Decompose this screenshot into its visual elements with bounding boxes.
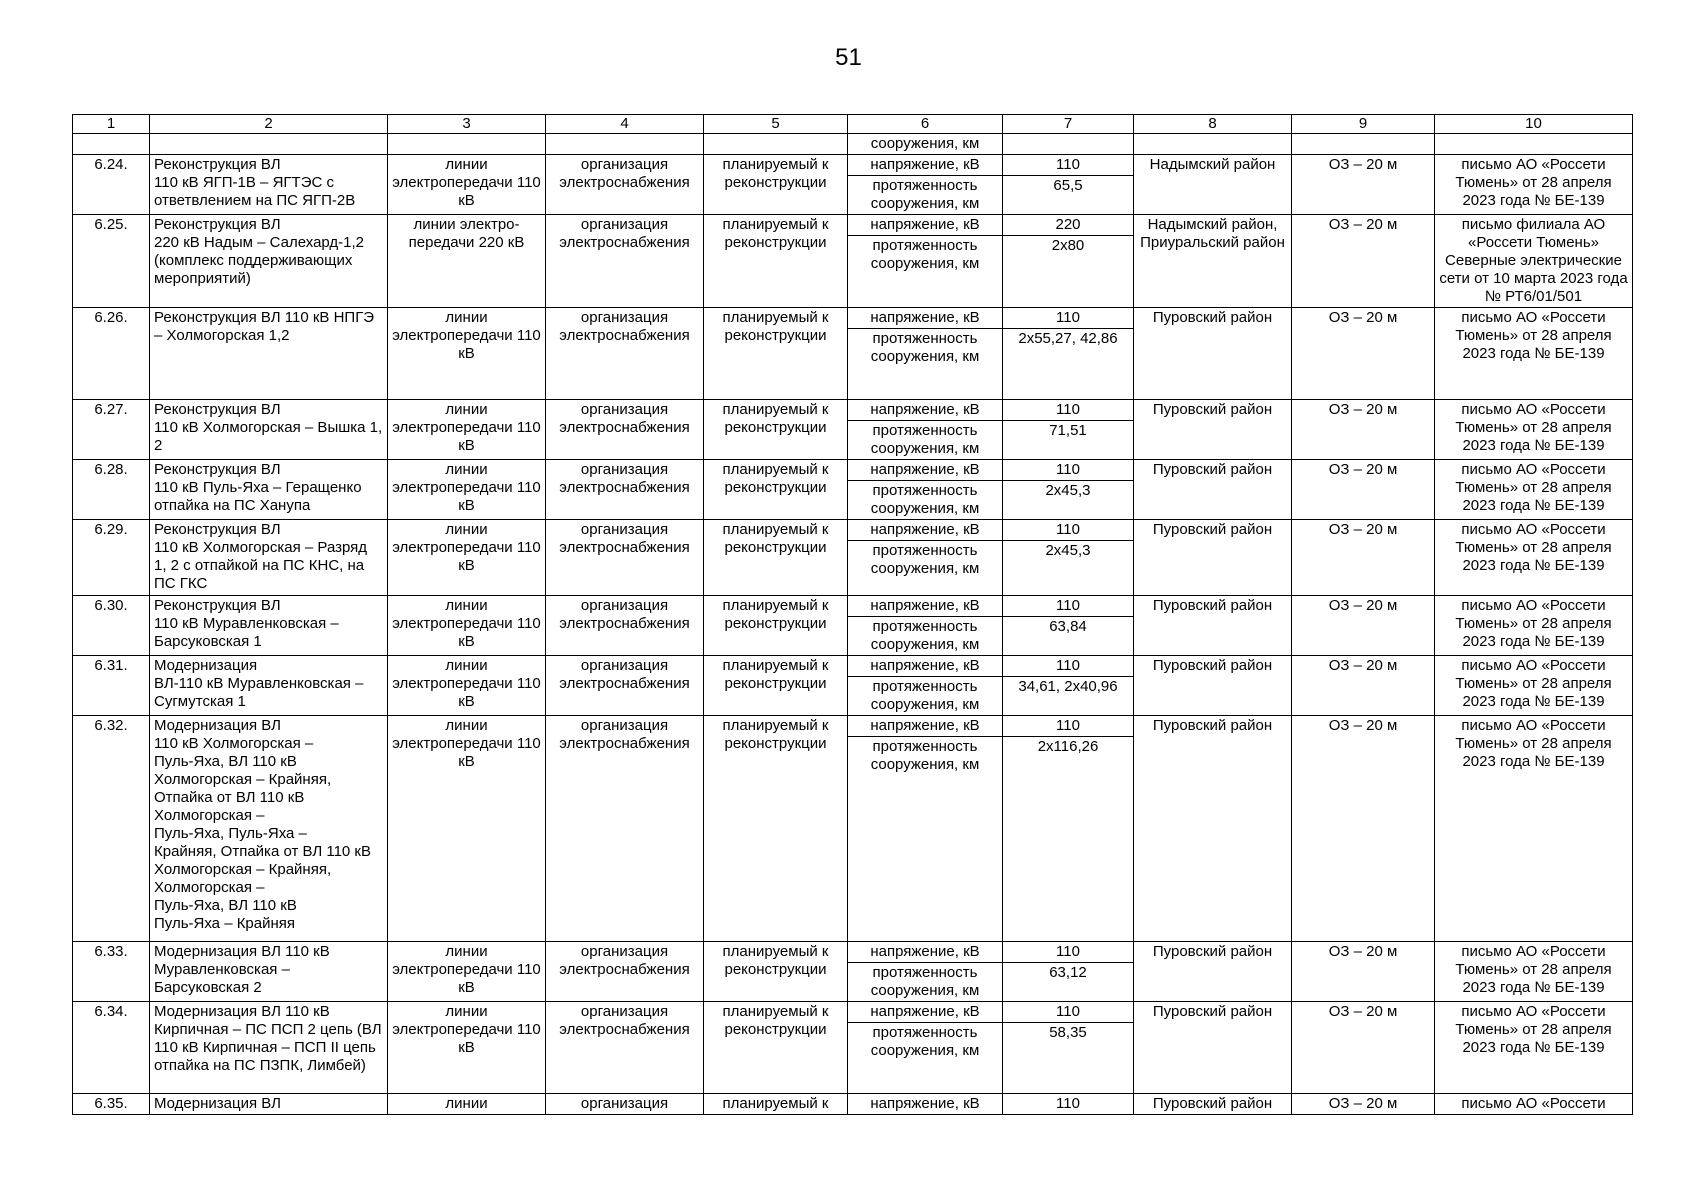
object-type: линии электропередачи 110 кВ [388,308,546,400]
param-voltage-label: напряжение, кВ [848,596,1002,617]
param-voltage-label: напряжение, кВ [848,1002,1002,1023]
continuation-row [73,134,1633,155]
param-length-label: протяженность сооружения, км [870,422,980,457]
object-type: линии электропередачи 110 кВ [388,942,546,1002]
object-purpose: организация электроснабжения [546,400,704,460]
object-name: Модернизация ВЛ [150,1094,388,1115]
param-name-cell [848,942,1003,1002]
protection-zone: ОЗ – 20 м [1292,520,1435,596]
object-purpose: организация электроснабжения [546,656,704,716]
object-name: Реконструкция ВЛ 110 кВ Холмогорская – Разряд 1, 2 с отпайкой на ПС КНС, на ПС ГКС [150,520,388,596]
object-type: линии электро-передачи 220 кВ [388,215,546,308]
column-numbers-row [73,115,1633,134]
header-cell: 8 [1134,115,1292,134]
protection-zone: ОЗ – 20 м [1292,1094,1435,1115]
param-name-cell [848,1002,1003,1094]
object-name: Реконструкция ВЛ 110 кВ Холмогорская – Вышка 1, 2 [150,400,388,460]
param-name-cell [848,215,1003,308]
row-number: 6.31. [73,656,150,716]
source-document: письмо АО «Россети Тюмень» от 28 апреля 2023 года № БЕ-139 [1435,1002,1633,1094]
object-name: Реконструкция ВЛ 110 кВ НПГЭ – Холмогорская 1,2 [150,308,388,400]
object-status: планируемый к реконструкции [704,656,848,716]
source-document: письмо АО «Россети Тюмень» от 28 апреля 2023 года № БЕ-139 [1435,520,1633,596]
object-purpose: организация [546,1094,704,1115]
object-type: линии электропередачи 110 кВ [388,400,546,460]
object-location: Пуровский район [1134,400,1292,460]
param-voltage-label: напряжение, кВ [870,1095,980,1112]
object-name: Модернизация ВЛ 110 кВ Кирпичная – ПС ПСП 2 цепь (ВЛ 110 кВ Кирпичная – ПСП II цепь отпайка на ПС ПЗПК, Лимбей) [150,1002,388,1094]
header-cell: 4 [546,115,704,134]
param-name-cell [848,155,1003,215]
object-type: линии электропередачи 110 кВ [388,656,546,716]
object-type: линии электропередачи 110 кВ [388,596,546,656]
row-number: 6.34. [73,1002,150,1094]
param-voltage-label: напряжение, кВ [848,400,1002,421]
object-type: линии электропередачи 110 кВ [388,716,546,942]
param-length-value: 63,84 [1049,618,1087,635]
object-purpose: организация электроснабжения [546,215,704,308]
param-length-value: 63,12 [1049,964,1087,981]
table-row [73,656,1633,716]
object-location: Пуровский район [1134,460,1292,520]
param-length-label: протяженность сооружения, км [870,964,980,999]
source-document: письмо АО «Россети [1435,1094,1633,1115]
param-length-label: протяженность сооружения, км [870,618,980,653]
row-number: 6.24. [73,155,150,215]
param-length-value: 65,5 [1053,177,1083,194]
param-voltage-label: напряжение, кВ [848,942,1002,963]
source-document: письмо АО «Россети Тюмень» от 28 апреля 2023 года № БЕ-139 [1435,400,1633,460]
param-length-value: 2х45,3 [1045,542,1091,559]
header-cell: 10 [1435,115,1633,134]
source-document: письмо АО «Россети Тюмень» от 28 апреля 2023 года № БЕ-139 [1435,460,1633,520]
object-status: планируемый к реконструкции [704,1002,848,1094]
object-name: Модернизация ВЛ-110 кВ Муравленковская – Сугмутская 1 [150,656,388,716]
row-number: 6.32. [73,716,150,942]
object-name: Модернизация ВЛ 110 кВ Муравленковская – Барсуковская 2 [150,942,388,1002]
object-status: планируемый к реконструкции [704,215,848,308]
param-name-cell [848,596,1003,656]
param-length-value: 34,61, 2х40,96 [1018,678,1118,695]
param-length-value: 2х80 [1051,237,1085,254]
param-length-label: протяженность сооружения, км [870,177,980,212]
source-document: письмо АО «Россети Тюмень» от 28 апреля 2023 года № БЕ-139 [1435,942,1633,1002]
param-voltage-label: напряжение, кВ [848,460,1002,481]
object-type: линии электропередачи 110 кВ [388,155,546,215]
param-voltage-value: 110 [1056,1095,1080,1112]
object-status: планируемый к реконструкции [704,308,848,400]
object-location: Пуровский район [1134,1002,1292,1094]
param-name-cell [848,308,1003,400]
param-value-cell [1003,1002,1134,1094]
table-row [73,520,1633,596]
param-length-label: протяженность сооружения, км [870,330,980,365]
param-voltage-label: напряжение, кВ [848,520,1002,541]
object-name: Модернизация ВЛ 110 кВ Холмогорская – Пуль-Яха, ВЛ 110 кВ Холмогорская – Крайняя, Отпайка от ВЛ 110 кВ Холмогорская – Пуль-Яха, Пуль-Яха – Крайняя, Отпайка от ВЛ 110 кВ Холмогорская – Крайняя, Холмогорская – Пуль-Яха, ВЛ 110 кВ Пуль-Яха – Крайняя [150,716,388,942]
source-document: письмо АО «Россети Тюмень» от 28 апреля 2023 года № БЕ-139 [1435,716,1633,942]
param-voltage-value: 220 [1003,215,1133,236]
object-type: линии электропередачи 110 кВ [388,520,546,596]
object-location: Пуровский район [1134,308,1292,400]
param-length-label: протяженность сооружения, км [870,678,980,713]
table-row [73,596,1633,656]
param-length-value: 2х55,27, 42,86 [1018,330,1118,347]
protection-zone: ОЗ – 20 м [1292,400,1435,460]
param-value-cell [1003,400,1134,460]
object-location: Пуровский район [1134,656,1292,716]
param-value-cell [1003,942,1134,1002]
param-name-cell [848,400,1003,460]
object-status: планируемый к реконструкции [704,596,848,656]
header-cell: 1 [73,115,150,134]
protection-zone: ОЗ – 20 м [1292,1002,1435,1094]
row-number: 6.33. [73,942,150,1002]
param-length-label: протяженность сооружения, км [870,738,980,773]
param-voltage-label: напряжение, кВ [848,155,1002,176]
object-type: линии электропередачи 110 кВ [388,1002,546,1094]
protection-zone: ОЗ – 20 м [1292,942,1435,1002]
header-cell: 2 [150,115,388,134]
param-value-cell [1003,656,1134,716]
param-voltage-label: напряжение, кВ [848,308,1002,329]
object-status: планируемый к реконструкции [704,716,848,942]
table-row [73,716,1633,942]
param-length-value: 71,51 [1049,422,1087,439]
param-voltage-value: 110 [1003,520,1133,541]
source-document: письмо филиала АО «Россети Тюмень» Северные электрические сети от 10 марта 2023 года № РТ6/01/501 [1435,215,1633,308]
param-voltage-value: 110 [1003,596,1133,617]
object-location: Надымский район, Приуральский район [1134,215,1292,308]
object-name: Реконструкция ВЛ 110 кВ Муравленковская – Барсуковская 1 [150,596,388,656]
param-value-cell [1003,308,1134,400]
header-cell: 3 [388,115,546,134]
object-status: планируемый к реконструкции [704,520,848,596]
object-status: планируемый к реконструкции [704,942,848,1002]
source-document: письмо АО «Россети Тюмень» от 28 апреля 2023 года № БЕ-139 [1435,308,1633,400]
header-cell: 7 [1003,115,1134,134]
row-number: 6.25. [73,215,150,308]
object-type: линии [388,1094,546,1115]
objects-table [72,114,1633,1115]
param-voltage-label: напряжение, кВ [848,215,1002,236]
param-length-label: протяженность сооружения, км [870,1024,980,1059]
param-value-cell [1003,596,1134,656]
object-purpose: организация электроснабжения [546,155,704,215]
protection-zone: ОЗ – 20 м [1292,155,1435,215]
param-name-cell [848,460,1003,520]
page-number: 51 [835,44,862,71]
protection-zone: ОЗ – 20 м [1292,215,1435,308]
object-purpose: организация электроснабжения [546,308,704,400]
param-value-cell [1003,716,1134,942]
source-document: письмо АО «Россети Тюмень» от 28 апреля 2023 года № БЕ-139 [1435,596,1633,656]
param-length-value: 58,35 [1049,1024,1087,1041]
object-name: Реконструкция ВЛ 220 кВ Надым – Салехард-1,2 (комплекс поддерживающих мероприятий) [150,215,388,308]
param-voltage-value: 110 [1003,716,1133,737]
param-voltage-value: 110 [1003,942,1133,963]
header-cell: 9 [1292,115,1435,134]
param-value-cell [1003,155,1134,215]
table-row [73,215,1633,308]
param-value-cell [1003,215,1134,308]
param-value-cell [1003,520,1134,596]
param-name-cell [848,1094,1003,1115]
table-row [73,1094,1633,1115]
row-number: 6.26. [73,308,150,400]
param-value-cell [1003,460,1134,520]
object-purpose: организация электроснабжения [546,596,704,656]
param-voltage-value: 110 [1003,460,1133,481]
object-location: Пуровский район [1134,520,1292,596]
param-name-cell [848,716,1003,942]
param-length-value: 2х116,26 [1037,738,1099,755]
source-document: письмо АО «Россети Тюмень» от 28 апреля 2023 года № БЕ-139 [1435,155,1633,215]
object-purpose: организация электроснабжения [546,520,704,596]
row-number: 6.27. [73,400,150,460]
table-row [73,400,1633,460]
source-document: письмо АО «Россети Тюмень» от 28 апреля 2023 года № БЕ-139 [1435,656,1633,716]
object-location: Пуровский район [1134,942,1292,1002]
table-row [73,308,1633,400]
object-location: Пуровский район [1134,716,1292,942]
param-voltage-label: напряжение, кВ [848,656,1002,677]
object-location: Надымский район [1134,155,1292,215]
protection-zone: ОЗ – 20 м [1292,308,1435,400]
protection-zone: ОЗ – 20 м [1292,716,1435,942]
param-name-cell [848,520,1003,596]
object-status: планируемый к [704,1094,848,1115]
param-voltage-label: напряжение, кВ [848,716,1002,737]
table-row [73,460,1633,520]
table-row [73,155,1633,215]
object-status: планируемый к реконструкции [704,155,848,215]
object-type: линии электропередачи 110 кВ [388,460,546,520]
continued-param-cell: сооружения, км [848,134,1003,155]
object-status: планируемый к реконструкции [704,400,848,460]
object-purpose: организация электроснабжения [546,942,704,1002]
object-purpose: организация электроснабжения [546,460,704,520]
object-location: Пуровский район [1134,596,1292,656]
row-number: 6.35. [73,1094,150,1115]
param-length-value: 2х45,3 [1045,482,1091,499]
object-name: Реконструкция ВЛ 110 кВ Пуль-Яха – Геращенко отпайка на ПС Ханупа [150,460,388,520]
param-voltage-value: 110 [1003,656,1133,677]
object-purpose: организация электроснабжения [546,716,704,942]
object-name: Реконструкция ВЛ 110 кВ ЯГП-1В – ЯГТЭС с ответвлением на ПС ЯГП-2В [150,155,388,215]
param-length-label: протяженность сооружения, км [870,237,980,272]
header-cell: 6 [848,115,1003,134]
protection-zone: ОЗ – 20 м [1292,596,1435,656]
row-number: 6.29. [73,520,150,596]
table-row [73,942,1633,1002]
object-status: планируемый к реконструкции [704,460,848,520]
row-number: 6.28. [73,460,150,520]
param-voltage-value: 110 [1003,308,1133,329]
param-voltage-value: 110 [1003,1002,1133,1023]
param-length-label: протяженность сооружения, км [870,482,980,517]
object-location: Пуровский район [1134,1094,1292,1115]
param-value-cell [1003,1094,1134,1115]
param-length-label: протяженность сооружения, км [870,542,980,577]
param-name-cell [848,656,1003,716]
param-voltage-value: 110 [1003,155,1133,176]
row-number: 6.30. [73,596,150,656]
protection-zone: ОЗ – 20 м [1292,460,1435,520]
table-row [73,1002,1633,1094]
param-voltage-value: 110 [1003,400,1133,421]
protection-zone: ОЗ – 20 м [1292,656,1435,716]
header-cell: 5 [704,115,848,134]
object-purpose: организация электроснабжения [546,1002,704,1094]
